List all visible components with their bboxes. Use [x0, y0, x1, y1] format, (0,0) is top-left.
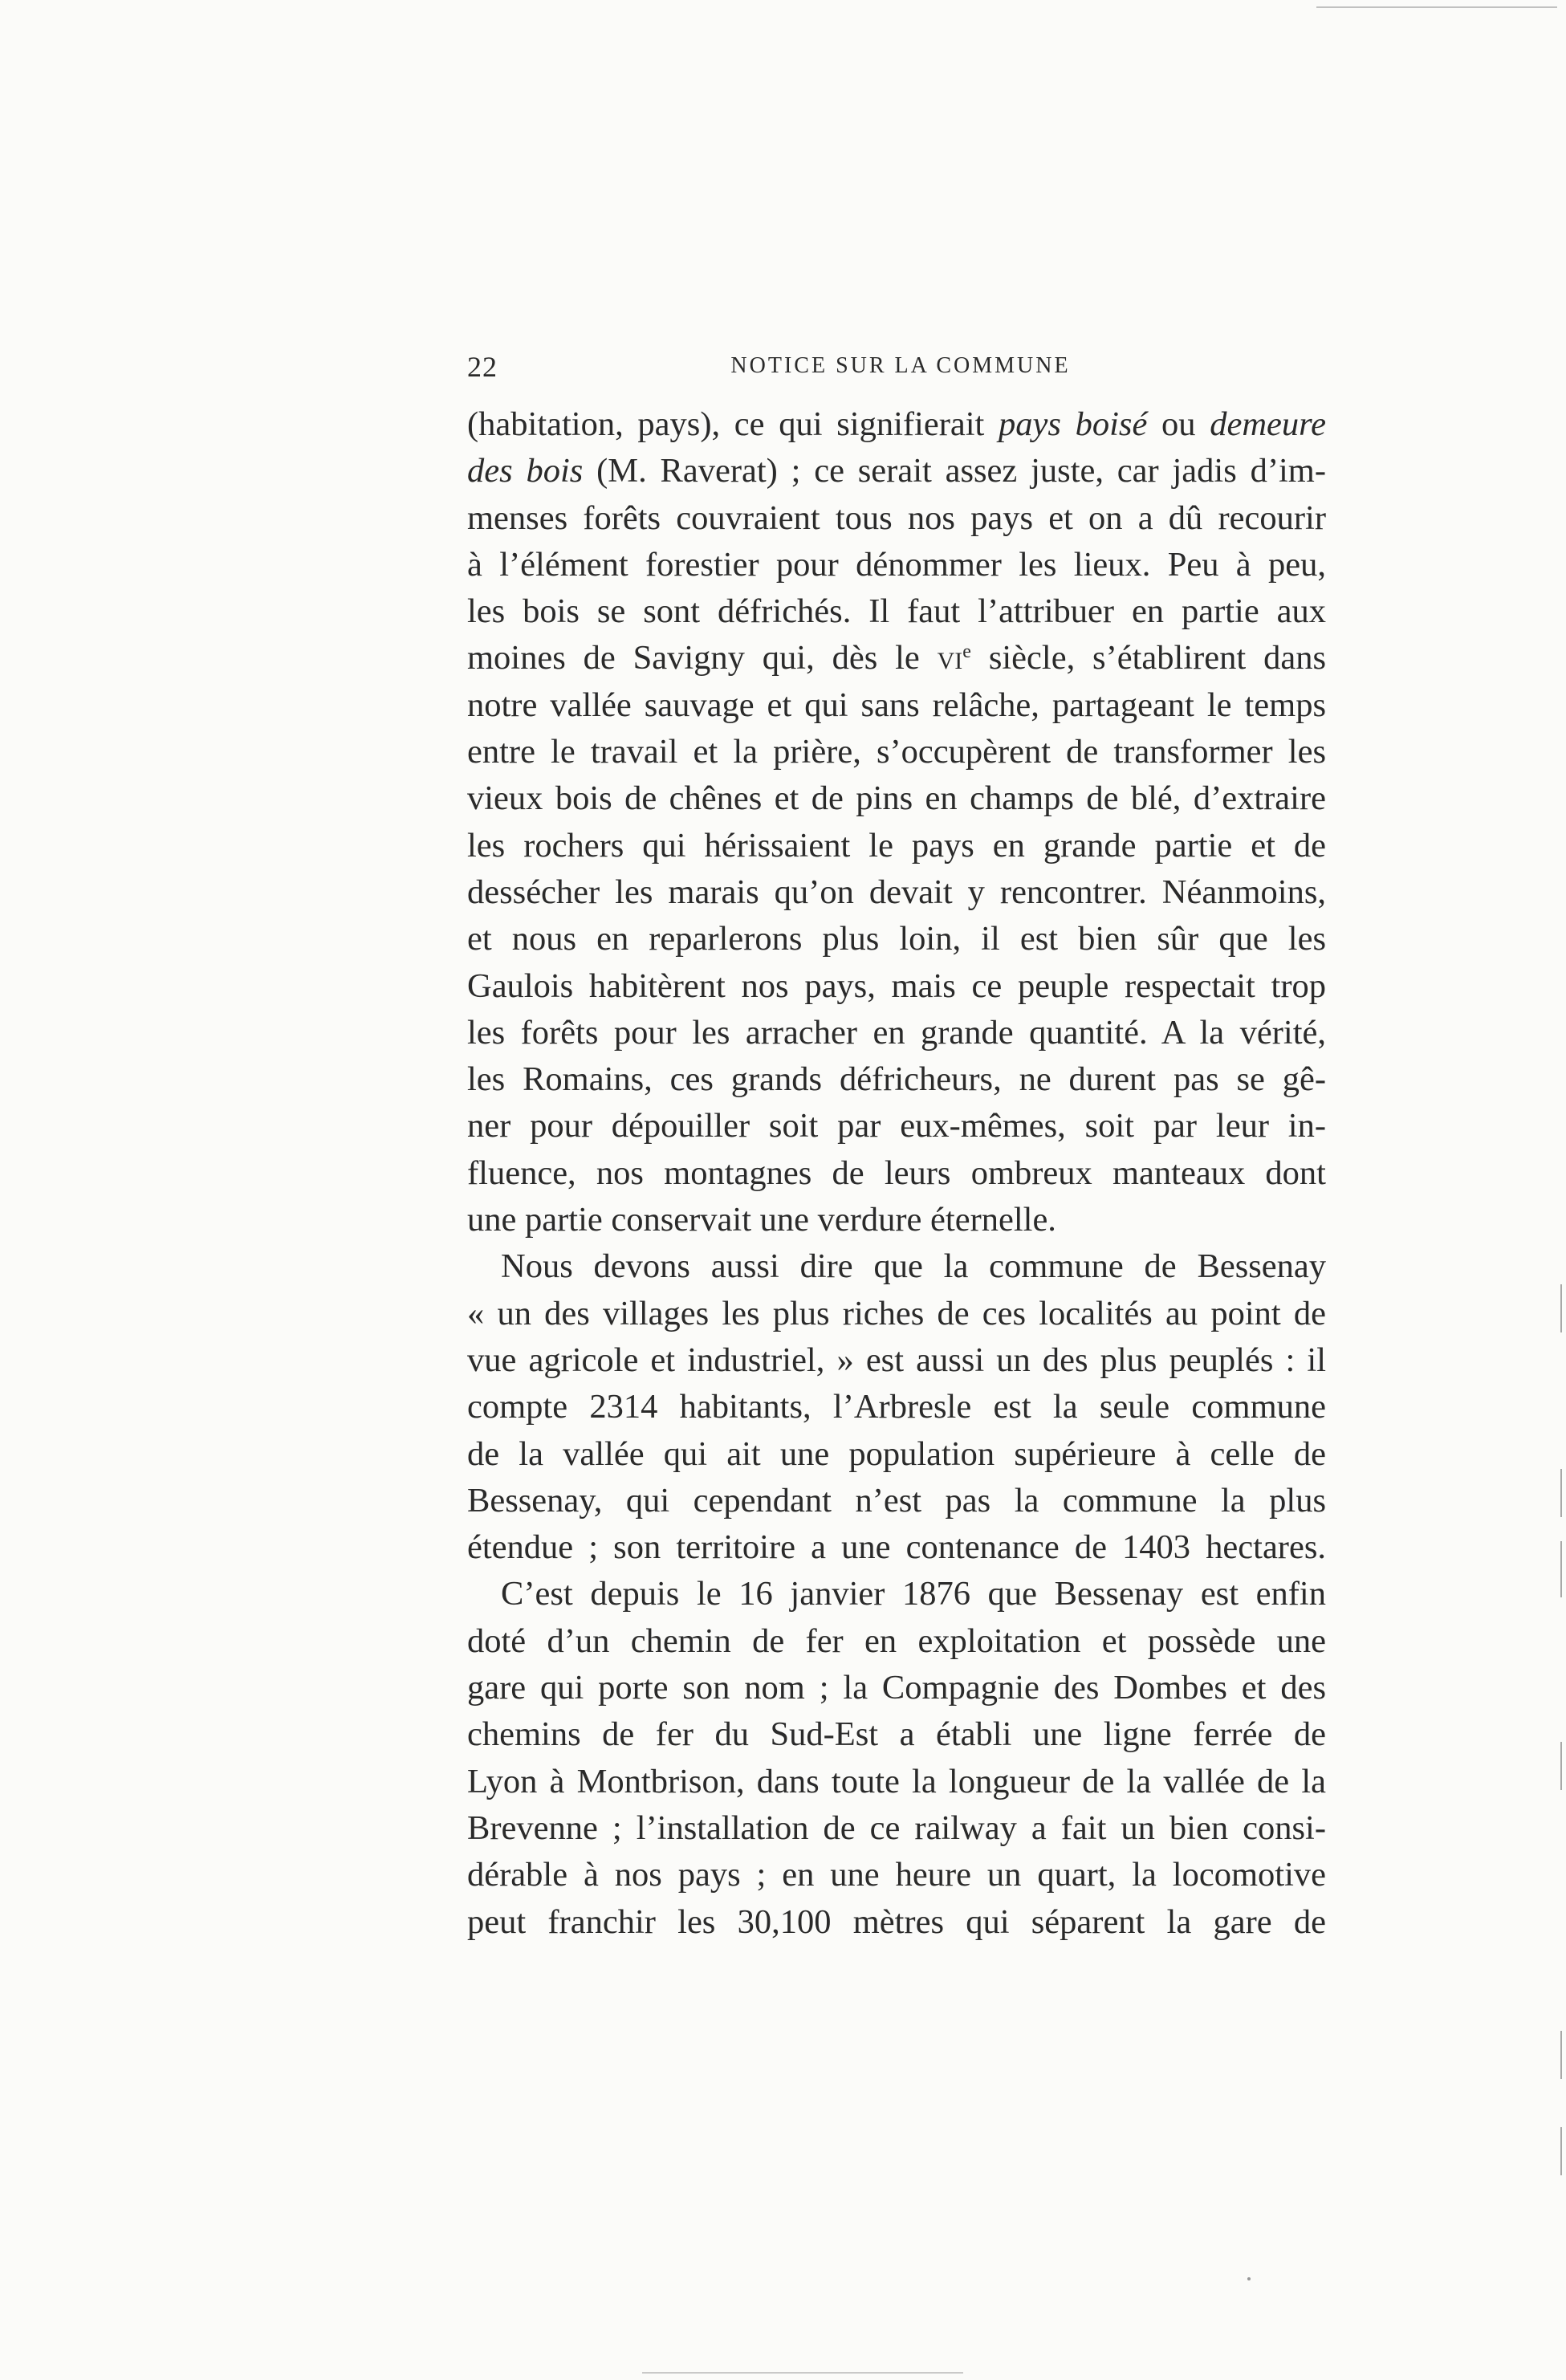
scan-artifact-bottom [642, 2372, 963, 2374]
text-line: vieux bois de chênes et de pins en champs de blé, d’extraire [467, 779, 1326, 818]
text-line: et nous en reparlerons plus loin, il est bien sûr que les [467, 920, 1326, 958]
text-line: menses forêts couvraient tous nos pays et on a dû recourir [467, 498, 1326, 537]
text-line: les forêts pour les arracher en grande quantité. A la vérité, [467, 1013, 1326, 1052]
scan-artifact-right [1560, 2031, 1562, 2079]
scan-artifact-right [1560, 2127, 1562, 2175]
text-line: étendue ; son territoire a une contenance de 1403 hectares. [467, 1528, 1326, 1567]
scan-artifact-right [1560, 1541, 1562, 1597]
text-line: compte 2314 habitants, l’Arbresle est la seule commune [467, 1388, 1326, 1426]
text-line: dessécher les marais qu’on devait y rencontrer. Néanmoins, [467, 873, 1326, 911]
text-line: les rochers qui hérissaient le pays en grande partie et de [467, 826, 1326, 865]
text-line: des bois (M. Raverat) ; ce serait assez juste, car jadis d’im- [467, 452, 1326, 490]
text-line: les bois se sont défrichés. Il faut l’attribuer en partie aux [467, 592, 1326, 631]
text-line: « un des villages les plus riches de ces localités au point de [467, 1294, 1326, 1332]
text-line: de la vallée qui ait une population supérieure à celle de [467, 1434, 1326, 1473]
scan-artifact-right [1560, 1742, 1562, 1790]
text-line: chemins de fer du Sud-Est a établi une ligne ferrée de [467, 1715, 1326, 1754]
text-line: une partie conservait une verdure éternelle. [467, 1201, 1056, 1239]
body-text [467, 401, 1326, 1946]
text-line: peut franchir les 30,100 mètres qui séparent la gare de [467, 1902, 1326, 1941]
text-line: (habitation, pays), ce qui signifierait pays boisé ou demeure [467, 405, 1326, 443]
text-line: notre vallée sauvage et qui sans relâche, partageant le temps [467, 686, 1326, 724]
paragraph-start-line: Nous devons aussi dire que la commune de Bessenay [501, 1247, 1326, 1286]
running-head: NOTICE SUR LA COMMUNE [730, 353, 1071, 378]
text-line: Gaulois habitèrent nos pays, mais ce peuple respectait trop [467, 966, 1326, 1005]
text-line: fluence, nos montagnes de leurs ombreux manteaux dont [467, 1153, 1326, 1192]
text-line: entre le travail et la prière, s’occupèrent de transformer les [467, 733, 1326, 771]
text-line: dérable à nos pays ; en une heure un quart, la locomotive [467, 1856, 1326, 1894]
scan-artifact-dot [1247, 2277, 1251, 2280]
text-line: Bessenay, qui cependant n’est pas la commune la plus [467, 1481, 1326, 1520]
page-header [467, 350, 1334, 390]
text-line: Lyon à Montbrison, dans toute la longueur de la vallée de la [467, 1762, 1326, 1800]
scan-artifact-right [1560, 1469, 1562, 1517]
scan-artifact-top [1316, 6, 1557, 8]
scan-artifact-right [1560, 1284, 1562, 1332]
text-line: gare qui porte son nom ; la Compagnie des Dombes et des [467, 1669, 1326, 1707]
text-line: à l’élément forestier pour dénommer les lieux. Peu à peu, [467, 545, 1326, 584]
text-line: Brevenne ; l’installation de ce railway a fait un bien consi- [467, 1808, 1326, 1847]
page-number: 22 [467, 351, 498, 383]
text-line: ner pour dépouiller soit par eux-mêmes, soit par leur in- [467, 1107, 1326, 1145]
paragraph-start-line: C’est depuis le 16 janvier 1876 que Bessenay est enfin [501, 1575, 1326, 1613]
text-line: doté d’un chemin de fer en exploitation et possède une [467, 1621, 1326, 1660]
text-line: moines de Savigny qui, dès le $vi^e$ siècle, s’établirent dans [467, 639, 1326, 677]
text-line: vue agricole et industriel, » est aussi un des plus peuplés : il [467, 1341, 1326, 1379]
text-line: les Romains, ces grands défricheurs, ne durent pas se gê- [467, 1060, 1326, 1099]
